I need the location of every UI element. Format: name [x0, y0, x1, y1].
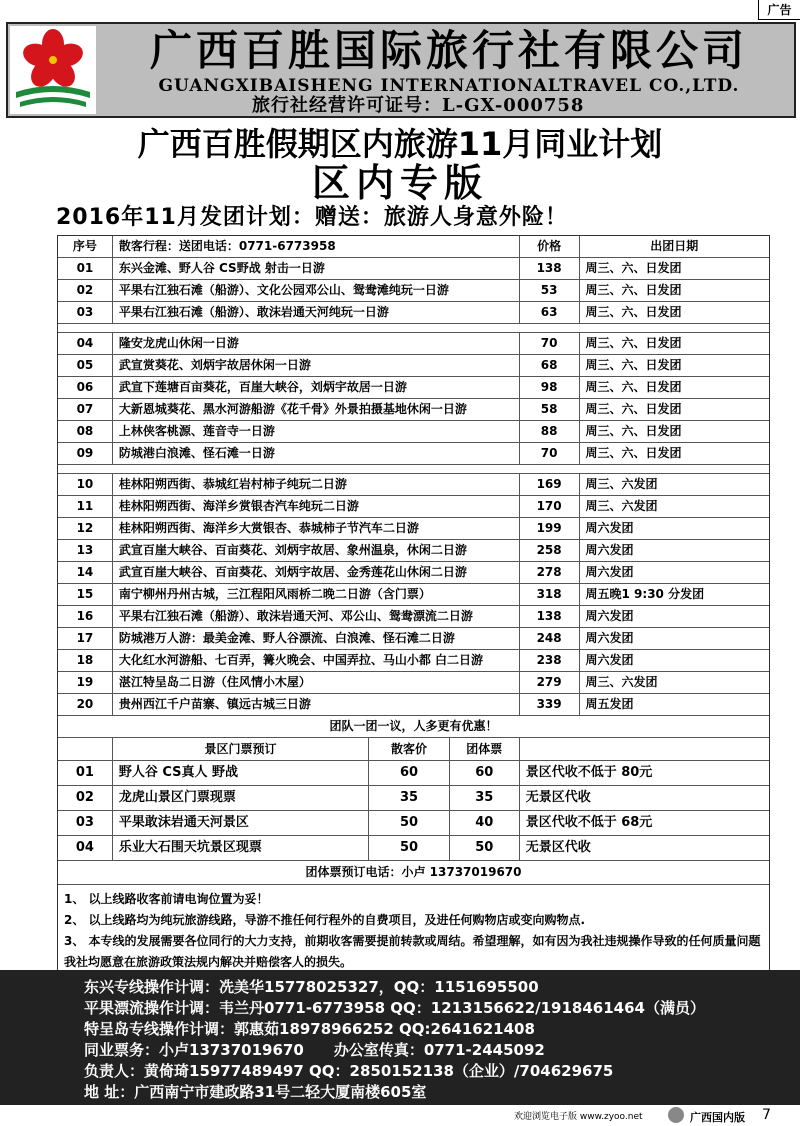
col-header-no: 序号 [58, 236, 113, 257]
row-price: 199 [520, 518, 580, 539]
plan-title: 广西百胜假期区内旅游11月同业计划 [137, 125, 663, 163]
row-no: 01 [58, 258, 113, 279]
table-row [58, 258, 769, 280]
row-date: 周三、六、日发团 [585, 424, 682, 438]
ticket-col-note [520, 738, 769, 760]
ticket-no: 01 [58, 761, 113, 785]
ticket-office-contact: 同业票务：小卢13737019670 [84, 1041, 304, 1059]
table-row [58, 474, 769, 496]
row-no: 14 [58, 562, 113, 583]
table-row [58, 562, 769, 584]
table-row [58, 355, 769, 377]
table-row [58, 399, 769, 421]
ticket-single-price: 35 [369, 786, 450, 810]
row-route: 南宁柳州丹州古城，三江程阳风雨桥二晚二日游（含门票） [113, 584, 520, 605]
col-header-route: 散客行程：送团电话：0771-6773958 [113, 236, 520, 257]
ticket-col-group: 团体票 [450, 738, 520, 760]
row-price: 279 [520, 672, 580, 693]
section-name: 广西国内版 [690, 1111, 745, 1124]
ticket-name: 野人谷 CS真人 野战 [113, 761, 369, 785]
table-row [58, 333, 769, 355]
ad-tag: 广告 [758, 0, 800, 20]
row-price: 138 [520, 258, 580, 279]
row-route: 上林侠客桃源、莲音寺一日游 [113, 421, 520, 442]
row-no: 15 [58, 584, 113, 605]
row-date: 周三、六发团 [585, 477, 658, 491]
company-header [6, 22, 796, 118]
itinerary-table [57, 235, 770, 978]
group-discount-note: 团队一团一议，人多更有优惠！ [58, 716, 769, 738]
row-date: 周三、六、日发团 [585, 380, 682, 394]
contact-block [0, 970, 800, 1105]
ticket-no: 04 [58, 836, 113, 860]
row-route: 防城港白浪滩、怪石滩一日游 [113, 443, 520, 464]
note-item: 2、 以上线路均为纯玩旅游线路，导游不推任何行程外的自费项目，及进任何购物店或变向购物点. [64, 913, 586, 927]
contact-line: 东兴专线操作计调：冼美华15778025327，QQ：1151695500 [84, 978, 539, 996]
row-route: 武宣百崖大峡谷、百亩葵花、刘炳宇故居、金秀莲花山休闲二日游 [113, 562, 520, 583]
row-price: 98 [520, 377, 580, 398]
row-no: 17 [58, 628, 113, 649]
col-header-price: 价格 [520, 236, 580, 257]
row-price: 58 [520, 399, 580, 420]
row-route: 防城港万人游：最美金滩、野人谷漂流、白浪滩、怪石滩二日游 [113, 628, 520, 649]
ticket-row [58, 811, 769, 836]
col-header-date: 出团日期 [650, 239, 699, 253]
table-row [58, 496, 769, 518]
row-no: 04 [58, 333, 113, 354]
note-item: 1、 以上线路收客前请电询位置为妥！ [64, 892, 269, 906]
group-separator [58, 324, 769, 333]
row-date: 周三、六、日发团 [585, 283, 682, 297]
row-date: 周三、六、日发团 [585, 261, 682, 275]
note-item: 3、 本专线的发展需要各位同行的大力支持，前期收客需要提前转款或周结。希望理解，如有因为我社违规操作导致的任何质量问题我社均愿意在旅游政策法规内解决并赔偿客人的损失。 [64, 934, 761, 969]
row-route: 武宣赏葵花、刘炳宇故居休闲一日游 [113, 355, 520, 376]
ticket-single-price: 50 [369, 811, 450, 835]
table-row [58, 628, 769, 650]
contact-line: 地 址：广西南宁市建政路31号二轻大厦南楼605室 [84, 1083, 427, 1101]
row-no: 10 [58, 474, 113, 495]
row-price: 63 [520, 302, 580, 323]
row-route: 武宣下莲塘百亩葵花，百崖大峡谷，刘炳宇故居一日游 [113, 377, 520, 398]
row-no: 03 [58, 302, 113, 323]
row-price: 53 [520, 280, 580, 301]
ticket-note: 景区代收不低于 80元 [525, 765, 653, 780]
row-no: 08 [58, 421, 113, 442]
ticket-single-price: 50 [369, 836, 450, 860]
row-route: 桂林阳朔西街、海洋乡大赏银杏、恭城柿子节汽车二日游 [113, 518, 520, 539]
row-route: 隆安龙虎山休闲一日游 [113, 333, 520, 354]
ticket-booking-phone: 团体票预订电话：小卢 13737019670 [58, 861, 769, 885]
row-date: 周六发团 [585, 609, 634, 623]
table-row [58, 302, 769, 324]
website-link[interactable]: 欢迎浏览电子版 www.zyoo.net [514, 1112, 643, 1122]
table-row [58, 280, 769, 302]
row-route: 贵州西江千户苗寨、镇远古城三日游 [113, 694, 520, 715]
row-route: 东兴金滩、野人谷 CS野战 射击一日游 [113, 258, 520, 279]
table-row [58, 584, 769, 606]
row-route: 桂林阳朔西街、海洋乡赏银杏汽车纯玩二日游 [113, 496, 520, 517]
row-price: 278 [520, 562, 580, 583]
table-row [58, 377, 769, 399]
row-no: 11 [58, 496, 113, 517]
row-route: 武宣百崖大峡谷、百亩葵花、刘炳宇故居、象州温泉，休闲二日游 [113, 540, 520, 561]
table-row [58, 694, 769, 716]
row-price: 70 [520, 443, 580, 464]
row-route: 桂林阳朔西街、恭城红岩村柿子纯玩二日游 [113, 474, 520, 495]
row-no: 13 [58, 540, 113, 561]
row-no: 19 [58, 672, 113, 693]
hibiscus-logo-icon [10, 26, 96, 114]
row-date: 周五晚1 9:30 分发团 [585, 587, 705, 601]
row-route: 平果右江独石滩（船游）、敢沫岩通天河纯玩一日游 [113, 302, 520, 323]
license-number: 旅行社经营许可证号：L-GX-000758 [252, 95, 585, 116]
table-header-row [58, 236, 769, 258]
row-route: 大化红水河游船、七百弄，篝火晚会、中国弄拉、马山小都 白二日游 [113, 650, 520, 671]
row-price: 88 [520, 421, 580, 442]
row-price: 68 [520, 355, 580, 376]
ticket-row [58, 761, 769, 786]
page-number: 7 [762, 1107, 771, 1123]
row-price: 238 [520, 650, 580, 671]
company-logo [10, 26, 96, 114]
ticket-group-price: 60 [450, 761, 520, 785]
row-no: 06 [58, 377, 113, 398]
row-date: 周六发团 [585, 653, 634, 667]
contact-line: 负责人：黄倚琦15977489497 QQ：2850152138（企业）/704629675 [84, 1062, 614, 1080]
row-date: 周六发团 [585, 521, 634, 535]
table-row [58, 606, 769, 628]
row-date: 周三、六、日发团 [585, 446, 682, 460]
row-price: 70 [520, 333, 580, 354]
row-price: 339 [520, 694, 580, 715]
row-date: 周六发团 [585, 543, 634, 557]
row-date: 周三、六、日发团 [585, 305, 682, 319]
table-row [58, 672, 769, 694]
row-no: 07 [58, 399, 113, 420]
ticket-note: 无景区代收 [525, 840, 591, 855]
row-price: 248 [520, 628, 580, 649]
row-date: 周三、六、日发团 [585, 358, 682, 372]
row-no: 12 [58, 518, 113, 539]
ticket-name: 龙虎山景区门票现票 [113, 786, 369, 810]
contact-line [84, 1040, 800, 1061]
ticket-note: 无景区代收 [525, 790, 591, 805]
table-row [58, 518, 769, 540]
ticket-row [58, 786, 769, 811]
row-no: 09 [58, 443, 113, 464]
page-footer [0, 1106, 800, 1126]
ticket-no: 03 [58, 811, 113, 835]
row-no: 02 [58, 280, 113, 301]
edition-title: 区内专版 [311, 160, 488, 205]
row-date: 周三、六、日发团 [585, 336, 682, 350]
table-row [58, 421, 769, 443]
row-date: 周六发团 [585, 631, 634, 645]
plan-subtitle: 2016年11月发团计划：赠送：旅游人身意外险！ [56, 205, 568, 230]
ticket-group-price: 50 [450, 836, 520, 860]
row-no: 18 [58, 650, 113, 671]
ticket-header-row [58, 738, 769, 761]
ticket-name: 平果敢沫岩通天河景区 [113, 811, 369, 835]
publication-logo-icon [668, 1107, 684, 1123]
ticket-col-no [58, 738, 113, 760]
company-name-cn: 广西百胜国际旅行社有限公司 [149, 26, 748, 75]
ticket-col-single: 散客价 [369, 738, 450, 760]
office-fax: 办公室传真：0771-2445092 [333, 1041, 545, 1059]
terms-notes [58, 885, 769, 977]
row-route: 平果右江独石滩（船游）、敢沫岩通天河、邓公山、鸳鸯漂流二日游 [113, 606, 520, 627]
ticket-row [58, 836, 769, 861]
ticket-no: 02 [58, 786, 113, 810]
row-route: 湛江特呈岛二日游（住风情小木屋） [113, 672, 520, 693]
row-route: 大新恩城葵花、黑水河游船游《花千骨》外景拍摄基地休闲一日游 [113, 399, 520, 420]
row-route: 平果右江独石滩（船游）、文化公园邓公山、鸳鸯滩纯玩一日游 [113, 280, 520, 301]
ticket-group-price: 40 [450, 811, 520, 835]
row-price: 318 [520, 584, 580, 605]
row-no: 16 [58, 606, 113, 627]
row-no: 20 [58, 694, 113, 715]
row-date: 周三、六、日发团 [585, 402, 682, 416]
ticket-single-price: 60 [369, 761, 450, 785]
row-no: 05 [58, 355, 113, 376]
row-price: 170 [520, 496, 580, 517]
ticket-name: 乐业大石围天坑景区现票 [113, 836, 369, 860]
row-price: 138 [520, 606, 580, 627]
ticket-note: 景区代收不低于 68元 [525, 815, 653, 830]
row-price: 258 [520, 540, 580, 561]
ticket-col-name: 景区门票预订 [113, 738, 369, 760]
group-separator [58, 465, 769, 474]
contact-line: 特呈岛专线操作计调：郭惠茹18978966252 QQ:2641621408 [84, 1020, 535, 1038]
row-date: 周三、六发团 [585, 675, 658, 689]
ticket-group-price: 35 [450, 786, 520, 810]
row-price: 169 [520, 474, 580, 495]
table-row [58, 650, 769, 672]
table-row [58, 540, 769, 562]
row-date: 周六发团 [585, 565, 634, 579]
company-name-en: GUANGXIBAISHENG INTERNATIONALTRAVEL CO.,LTD. [158, 76, 740, 96]
contact-line: 平果漂流操作计调：韦兰丹0771-6773958 QQ：1213156622/1918461464（满员） [84, 999, 705, 1017]
row-date: 周三、六发团 [585, 499, 658, 513]
row-date: 周五发团 [585, 697, 634, 711]
table-row [58, 443, 769, 465]
